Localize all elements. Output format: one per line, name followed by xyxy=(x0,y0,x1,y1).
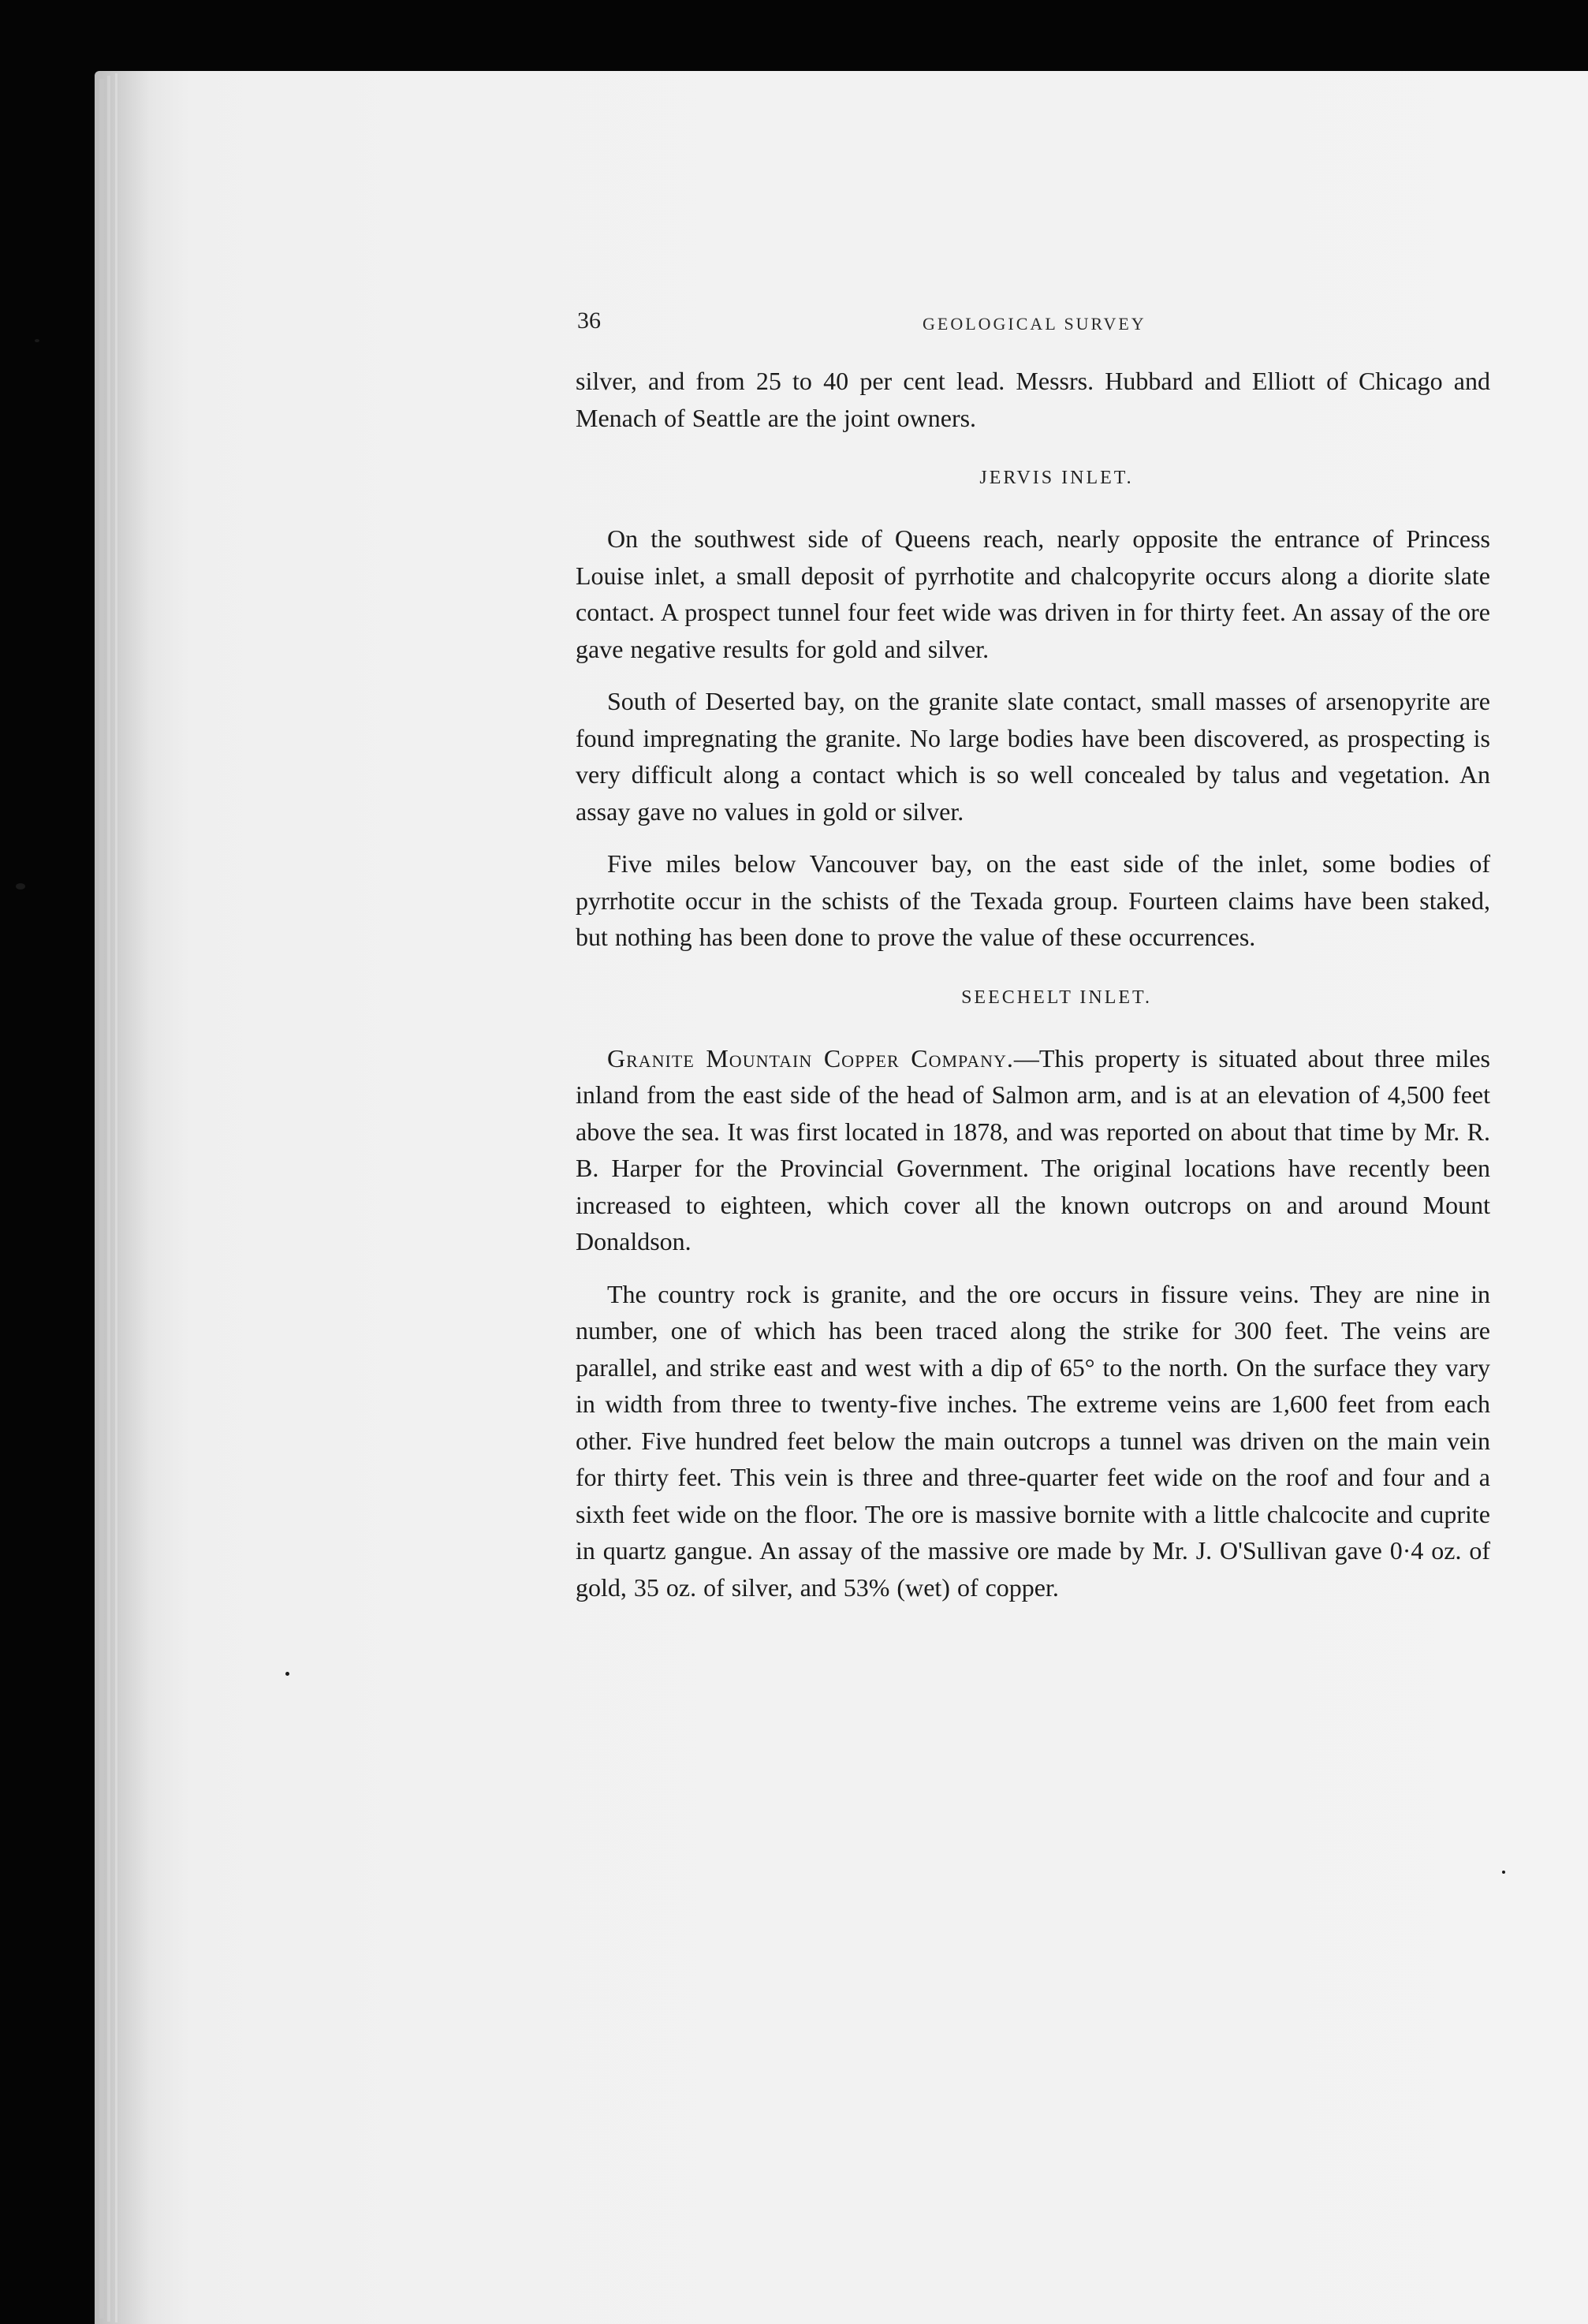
scan-speck xyxy=(16,883,25,890)
page-edge xyxy=(115,73,117,2322)
running-head xyxy=(576,308,1490,339)
intro-paragraph: silver, and from 25 to 40 per cent lead. Messrs. Hubbard and Elliott of Chicago and Menach of Seattle are the joint owners. xyxy=(576,367,1490,432)
sechelt-paragraph-1 xyxy=(576,1040,1490,1260)
sechelt-paragraph-1-text: —This property is situated about three miles inland from the east side of the head of Salmon arm, and is at an elevation of 4,500 feet above the sea. It was first located in 1878, and was reported on about that time by Mr. R. B. Harper for the Provincial Government. The original locations have recently been increased to eighteen, which cover all the known outcrops on and around Mount Donaldson. xyxy=(576,1043,1490,1255)
scan-speck xyxy=(1502,1871,1505,1874)
header-title: GEOLOGICAL SURVEY xyxy=(923,314,1146,334)
document-page xyxy=(576,308,1490,1621)
scan-speck xyxy=(285,1672,289,1676)
jervis-paragraph-3: Five miles below Vancouver bay, on the east side of the inlet, some bodies of pyrrhotite occur in the schists of the Texada group. Fourteen claims have been staked, but nothing has been done to prove the value of these occurrences. xyxy=(576,849,1490,951)
section-heading-sechelt: SEECHELT INLET. xyxy=(961,987,1152,1008)
page-edge xyxy=(99,79,104,2318)
page-edge xyxy=(107,76,110,2322)
sechelt-paragraph-2: The country rock is granite, and the ore occurs in fissure veins. They are nine in number, one of which has been traced along the strike for 300 feet. The veins are parallel, and strike east and west with a dip of 65° to the north. On the surface they vary in width from three to twenty-five inches. The extreme veins are 1,600 feet from each other. Five hundred feet below the main outcrops a tunnel was driven on the main vein for thirty feet. This vein is three and three-quarter feet wide on the roof and four and a sixth feet wide on the floor. The ore is massive bornite with a little chalcocite and cuprite in quartz gangue. An assay of the massive ore made by Mr. J. O'Sullivan gave 0·4 oz. of gold, 35 oz. of silver, and 53% (wet) of copper. xyxy=(576,1279,1490,1602)
jervis-paragraph-1: On the southwest side of Queens reach, nearly opposite the entrance of Princess Louise inlet, a small deposit of pyrrhotite and chalcopyrite occurs along a diorite slate contact. A prospect tunnel four feet wide was driven in for thirty feet. An assay of the ore gave negative results for gold and silver. xyxy=(576,524,1490,663)
section-heading-jervis: JERVIS INLET. xyxy=(979,468,1134,488)
company-name: Granite Mountain Copper Company. xyxy=(607,1043,1014,1072)
page-number: 36 xyxy=(577,308,601,334)
jervis-paragraph-2: South of Deserted bay, on the granite slate contact, small masses of arsenopyrite are found impregnating the granite. No large bodies have been discovered, as prospecting is very difficult along a contact which is so well concealed by talus and vegetation. An assay gave no values in gold or silver. xyxy=(576,687,1490,826)
scan-speck xyxy=(35,339,39,342)
